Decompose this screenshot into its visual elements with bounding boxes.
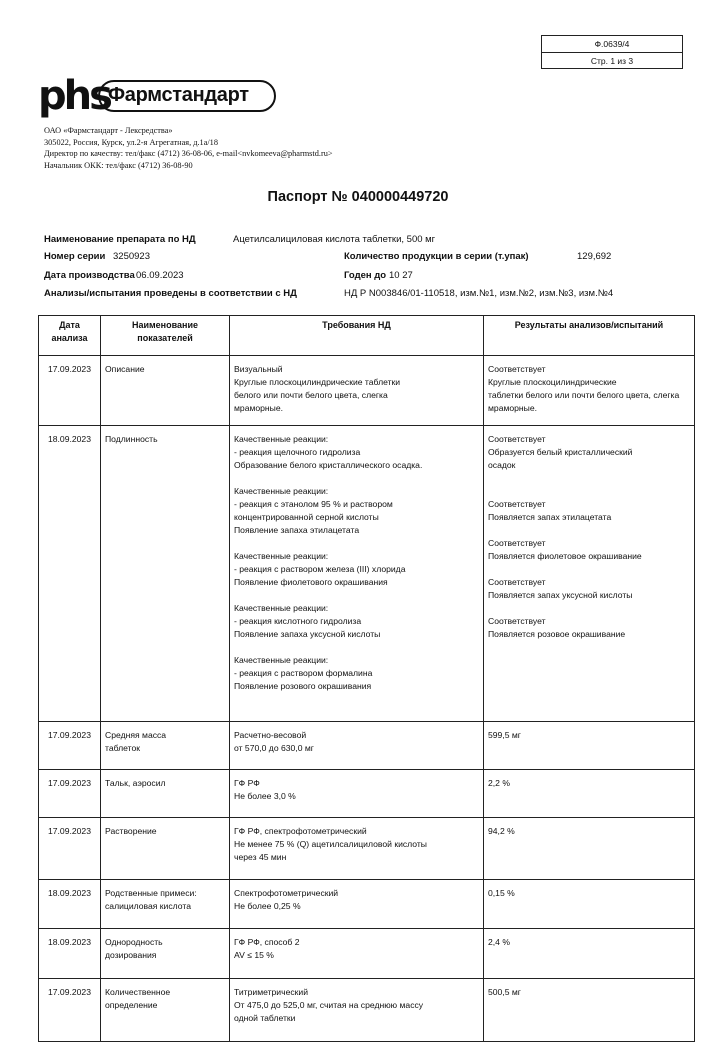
logo-mark: phs [38, 73, 110, 119]
requirement-text: ГФ РФ Не более 3,0 % [234, 777, 296, 801]
cell-name: Родственные примеси: салициловая кислота [101, 887, 230, 929]
quantity-value: 129,692 [577, 251, 612, 262]
row-gap [39, 880, 695, 887]
row-gap [39, 722, 695, 729]
result-text: 94,2 % [488, 825, 515, 836]
cell-requirements [230, 433, 484, 722]
production-date-value: 06.09.2023 [136, 270, 184, 281]
result-text: 500,5 мг [488, 986, 521, 997]
cell-name: Количественное определение [101, 986, 230, 1042]
table-row [39, 936, 695, 979]
result-text: 0,15 % [488, 887, 515, 898]
cell-date: 17.09.2023 [39, 363, 101, 426]
nd-value: НД Р N003846/01-110518, изм.№1, изм.№2, изм.№3, изм.№4 [344, 288, 614, 299]
cell-results [484, 363, 695, 426]
analysis-table [38, 315, 695, 1042]
drug-name-label: Наименование препарата по НД [44, 234, 196, 245]
cell-results [484, 777, 695, 818]
cell-results [484, 887, 695, 929]
series-label: Номер серии [44, 251, 106, 262]
row-gap [39, 356, 695, 363]
requirement-text: Титриметрический От 475,0 до 525,0 мг, считая на среднюю массу одной таблетки [234, 986, 424, 1023]
quantity-label: Количество продукции в серии (т.упак) [344, 251, 529, 262]
cell-date: 18.09.2023 [39, 433, 101, 722]
series-value: 3250923 [113, 251, 150, 262]
cell-results [484, 936, 695, 979]
form-code: Ф.0639/4 [542, 36, 682, 53]
cell-date: 17.09.2023 [39, 729, 101, 770]
requirement-text: Качественные реакции: - реакция кислотного гидролиза Появление запаха уксусной кислоты [234, 602, 381, 639]
cell-date: 18.09.2023 [39, 887, 101, 929]
company-info [44, 125, 333, 171]
cell-requirements [230, 825, 484, 880]
requirement-text: Качественные реакции: - реакция с раствором формалина Появление розового окрашивания [234, 654, 373, 691]
requirement-text: Качественные реакции: - реакция с этанолом 95 % и раствором концентрированной серной кислоты Появление запаха этилацетата [234, 485, 393, 535]
cell-date: 17.09.2023 [39, 777, 101, 818]
col-header-requirements: Требования НД [230, 316, 484, 356]
drug-name-value: Ацетилсалициловая кислота таблетки, 500 мг [233, 234, 436, 245]
requirement-text: Визуальный Круглые плоскоцилиндрические таблетки белого или почти белого цвета, слегка мраморные. [234, 363, 401, 413]
result-text: Соответствует Появляется розовое окрашивание [488, 615, 626, 639]
cell-date: 17.09.2023 [39, 825, 101, 880]
cell-requirements [230, 887, 484, 929]
result-text: 2,2 % [488, 777, 510, 788]
company-line: 305022, Россия, Курск, ул.2-я Агрегатная, д.1а/18 [44, 137, 218, 147]
requirement-text: Расчетно-весовой от 570,0 до 630,0 мг [234, 729, 314, 753]
cell-requirements [230, 986, 484, 1042]
expiry-label: Годен до [344, 270, 387, 281]
company-logo [38, 70, 249, 122]
cell-date: 17.09.2023 [39, 986, 101, 1042]
cell-requirements [230, 729, 484, 770]
passport-title: Паспорт № 040000449720 [267, 189, 449, 205]
logo-name: Фармстандарт [98, 80, 276, 112]
result-text: 599,5 мг [488, 729, 521, 740]
table-row [39, 887, 695, 929]
cell-results [484, 729, 695, 770]
cell-requirements [230, 777, 484, 818]
cell-date: 18.09.2023 [39, 936, 101, 979]
analysis-table-body [39, 356, 695, 1042]
row-gap [39, 979, 695, 986]
production-date-label: Дата производства [44, 270, 135, 281]
company-line: Директор по качеству: тел/факс (4712) 36-08-06, e-mail<nvkomeeva@pharmstd.ru> [44, 149, 333, 158]
result-text: Соответствует Появляется фиолетовое окрашивание [488, 537, 642, 561]
company-line: Начальник ОКК: тел/факс (4712) 36-08-90 [44, 160, 193, 170]
cell-name: Подлинность [101, 433, 230, 722]
col-header-date: Дата анализа [39, 316, 101, 356]
cell-name: Описание [101, 363, 230, 426]
form-code-box [541, 35, 683, 69]
result-text: Соответствует Образуется белый кристаллический осадок [488, 433, 633, 470]
result-text: 2,4 % [488, 936, 510, 947]
result-text: Соответствует Появляется запах этилацетата [488, 498, 612, 522]
requirement-text: Качественные реакции: - реакция с раствором железа (III) хлорида Появление фиолетового окрашивания [234, 550, 406, 587]
requirement-text: ГФ РФ, спектрофотометрический Не менее 75 % (Q) ацетилсалициловой кислоты через 45 мин [234, 825, 427, 862]
cell-requirements [230, 363, 484, 426]
result-text: Соответствует Круглые плоскоцилиндрические таблетки белого или почти белого цвета, слегка мраморные. [488, 363, 680, 413]
table-row [39, 363, 695, 426]
cell-results [484, 825, 695, 880]
requirement-text: ГФ РФ, способ 2 AV ≤ 15 % [234, 936, 300, 960]
expiry-value: 10 27 [389, 270, 413, 281]
row-gap [39, 929, 695, 936]
cell-name: Растворение [101, 825, 230, 880]
requirement-text: Спектрофотометрический Не более 0,25 % [234, 887, 339, 911]
table-row [39, 729, 695, 770]
cell-results [484, 433, 695, 722]
company-line: ОАО «Фармстандарт - Лексредства» [44, 126, 173, 135]
table-row [39, 433, 695, 722]
cell-name: Средняя масса таблеток [101, 729, 230, 770]
cell-name: Тальк, аэросил [101, 777, 230, 818]
cell-requirements [230, 936, 484, 979]
col-header-results: Результаты анализов/испытаний [484, 316, 695, 356]
requirement-text: Качественные реакции: - реакция щелочного гидролиза Образование белого кристаллического осадка. [234, 433, 423, 470]
nd-label: Анализы/испытания проведены в соответствии с НД [44, 288, 297, 299]
table-row [39, 825, 695, 880]
page-counter: Стр. 1 из 3 [590, 56, 634, 66]
table-row [39, 986, 695, 1042]
row-gap [39, 770, 695, 777]
col-header-name: Наименование показателей [101, 316, 230, 356]
row-gap [39, 818, 695, 825]
result-text: Соответствует Появляется запах уксусной кислоты [488, 576, 633, 600]
table-row [39, 777, 695, 818]
cell-name: Однородность дозирования [101, 936, 230, 979]
cell-results [484, 986, 695, 1042]
row-gap [39, 426, 695, 433]
